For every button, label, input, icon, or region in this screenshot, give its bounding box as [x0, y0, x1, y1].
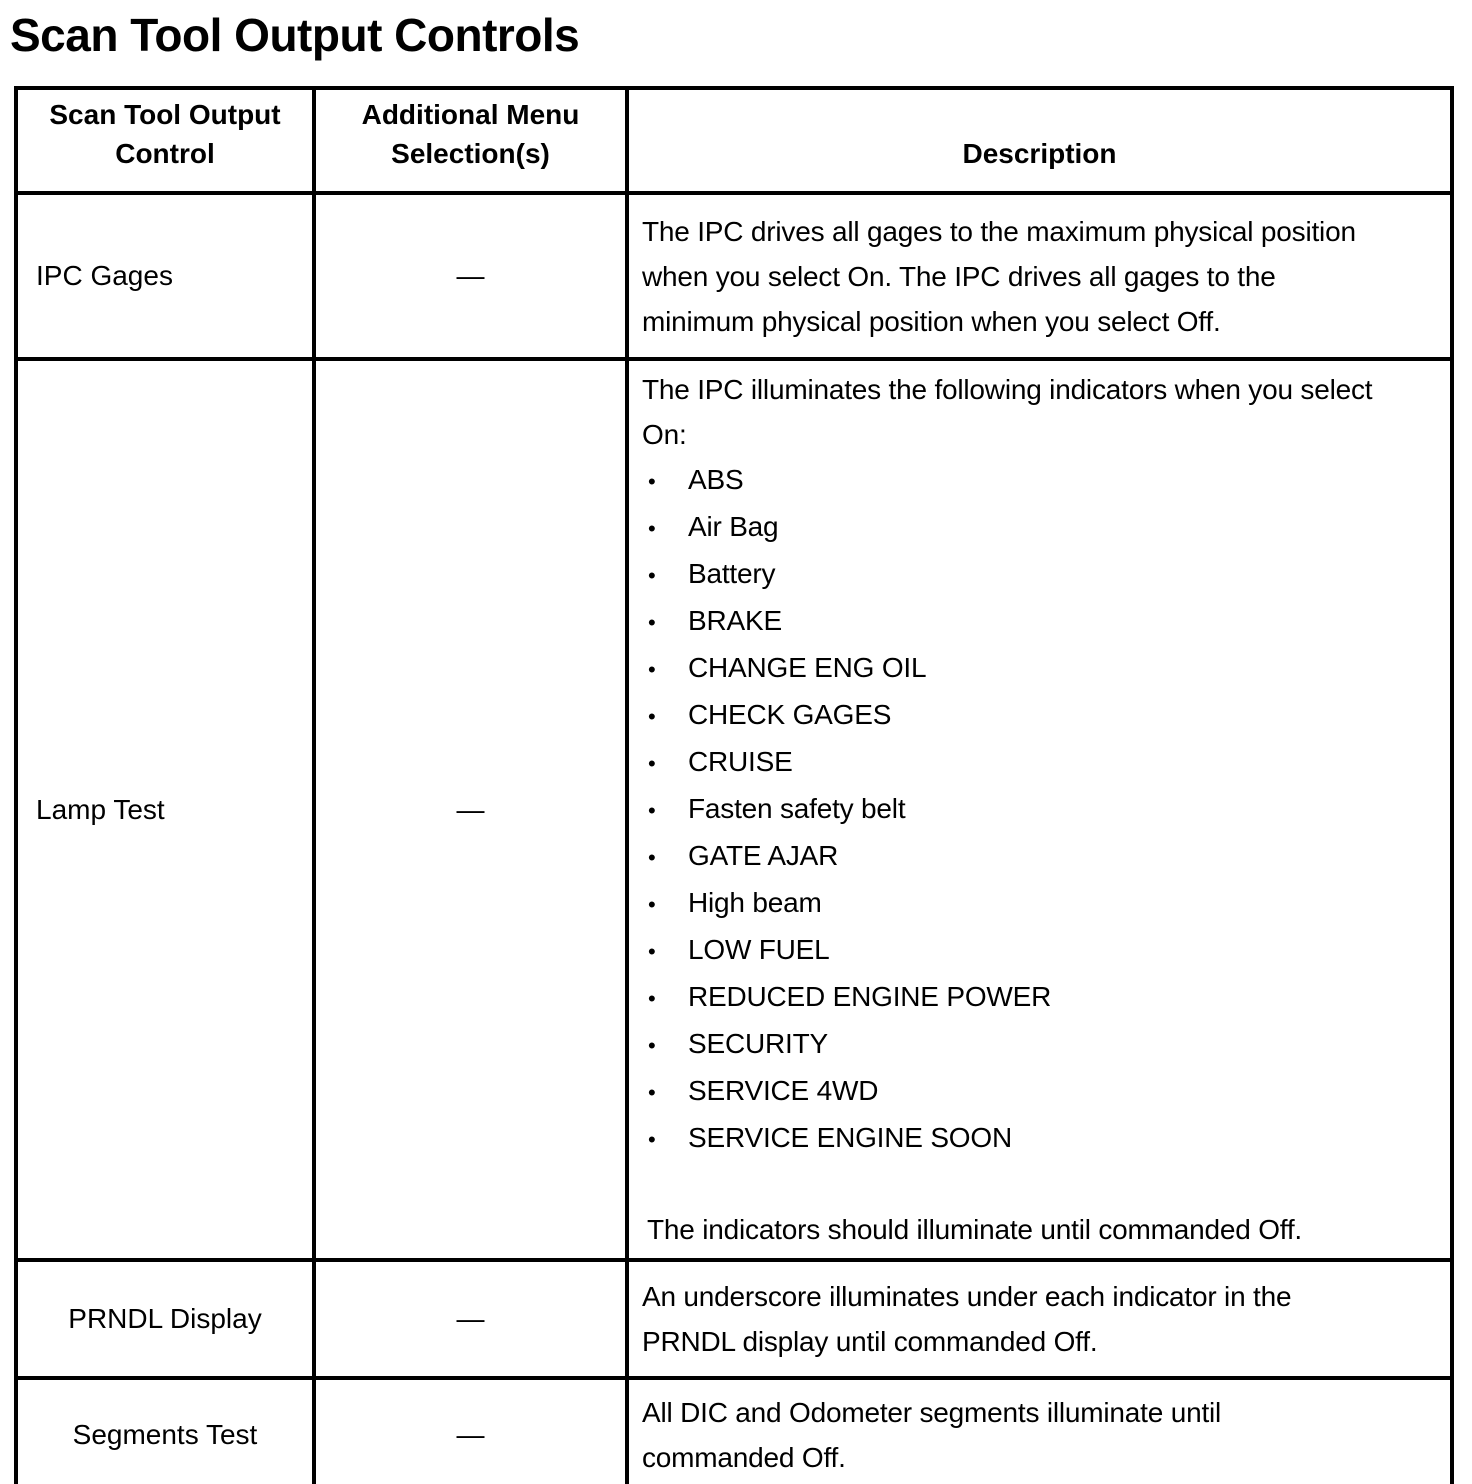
bullet-icon: • [648, 704, 656, 729]
bullet-icon: • [648, 1033, 656, 1058]
indicator-list-item [642, 880, 1444, 927]
bullet-icon: • [648, 469, 656, 494]
description-line: All DIC and Odometer segments illuminate until [642, 1397, 1222, 1428]
indicator-list-item [642, 833, 1444, 880]
output-controls-table [14, 86, 1454, 1484]
bullet-icon: • [648, 751, 656, 776]
indicator-label: SERVICE ENGINE SOON [688, 1122, 1012, 1153]
indicator-label: BRAKE [688, 605, 782, 636]
table-row-prndl-display [16, 1260, 1452, 1378]
indicator-label: Battery [688, 558, 776, 589]
indicator-label: LOW FUEL [688, 934, 830, 965]
table-row-ipc-gages [16, 193, 1452, 359]
description-line: The IPC illuminates the following indicators when you select [642, 374, 1373, 405]
indicator-label: CHECK GAGES [688, 699, 892, 730]
description-cell-lamp-test [627, 359, 1452, 1260]
indicator-list-item [642, 974, 1444, 1021]
indicator-list-item [642, 504, 1444, 551]
indicator-label: REDUCED ENGINE POWER [688, 981, 1052, 1012]
bullet-icon: • [648, 516, 656, 541]
header-cell-description: Description [627, 88, 1452, 193]
bullet-icon: • [648, 798, 656, 823]
description-line: commanded Off. [642, 1442, 846, 1473]
indicator-list-item [642, 739, 1444, 786]
indicator-list-item [642, 927, 1444, 974]
bullet-icon: • [648, 892, 656, 917]
menu-cell-lamp-test: — [314, 359, 627, 1260]
indicator-label: CRUISE [688, 746, 793, 777]
bullet-icon: • [648, 1080, 656, 1105]
indicator-list-item [642, 786, 1444, 833]
description-line: minimum physical position when you select Off. [642, 305, 1221, 337]
description-line: when you select On. The IPC drives all gages to the [642, 260, 1276, 292]
indicator-list-item [642, 645, 1444, 692]
description-line: PRNDL display until commanded Off. [642, 1326, 1098, 1357]
indicator-label: GATE AJAR [688, 840, 839, 871]
description-line: The IPC drives all gages to the maximum physical position [642, 215, 1356, 247]
indicator-label: Fasten safety belt [688, 793, 906, 824]
menu-cell-segments-test: — [314, 1378, 627, 1484]
page-title: Scan Tool Output Controls [10, 9, 580, 61]
indicator-label: ABS [688, 464, 744, 495]
menu-cell-prndl-display: — [314, 1260, 627, 1378]
description-cell-prndl-display [627, 1260, 1452, 1378]
description-cell-ipc-gages [627, 193, 1452, 359]
menu-cell-ipc-gages: — [314, 193, 627, 359]
indicator-list-item [642, 1021, 1444, 1068]
indicator-label: SERVICE 4WD [688, 1075, 879, 1106]
indicator-list-item [642, 1115, 1444, 1162]
header-cell-additional-menu-selections: Additional Menu Selection(s) [314, 88, 627, 193]
control-cell-segments-test: Segments Test [16, 1378, 314, 1484]
description-line: An underscore illuminates under each indicator in the [642, 1281, 1292, 1312]
bullet-icon: • [648, 1127, 656, 1152]
indicator-label: Air Bag [688, 511, 779, 542]
bullet-icon: • [648, 845, 656, 870]
bullet-icon: • [648, 610, 656, 635]
description-line: On: [642, 419, 687, 450]
description-cell-segments-test [627, 1378, 1452, 1484]
bullet-icon: • [648, 657, 656, 682]
bullet-icon: • [648, 986, 656, 1011]
indicator-label: High beam [688, 887, 822, 918]
table-row-segments-test [16, 1378, 1452, 1484]
control-cell-ipc-gages: IPC Gages [16, 193, 314, 359]
control-cell-lamp-test: Lamp Test [16, 359, 314, 1260]
bullet-icon: • [648, 563, 656, 588]
indicator-list-item [642, 551, 1444, 598]
header-cell-scan-tool-output-control: Scan Tool Output Control [16, 88, 314, 193]
description-footer: The indicators should illuminate until commanded Off. [647, 1214, 1303, 1245]
indicator-list-item [642, 598, 1444, 645]
indicator-label: CHANGE ENG OIL [688, 652, 927, 683]
indicator-list-item [642, 457, 1444, 504]
indicator-list-item [642, 1068, 1444, 1115]
bullet-icon: • [648, 939, 656, 964]
table-row-lamp-test [16, 359, 1452, 1260]
table-header-row [16, 88, 1452, 193]
indicator-label: SECURITY [688, 1028, 828, 1059]
indicator-list-item [642, 692, 1444, 739]
control-cell-prndl-display: PRNDL Display [16, 1260, 314, 1378]
